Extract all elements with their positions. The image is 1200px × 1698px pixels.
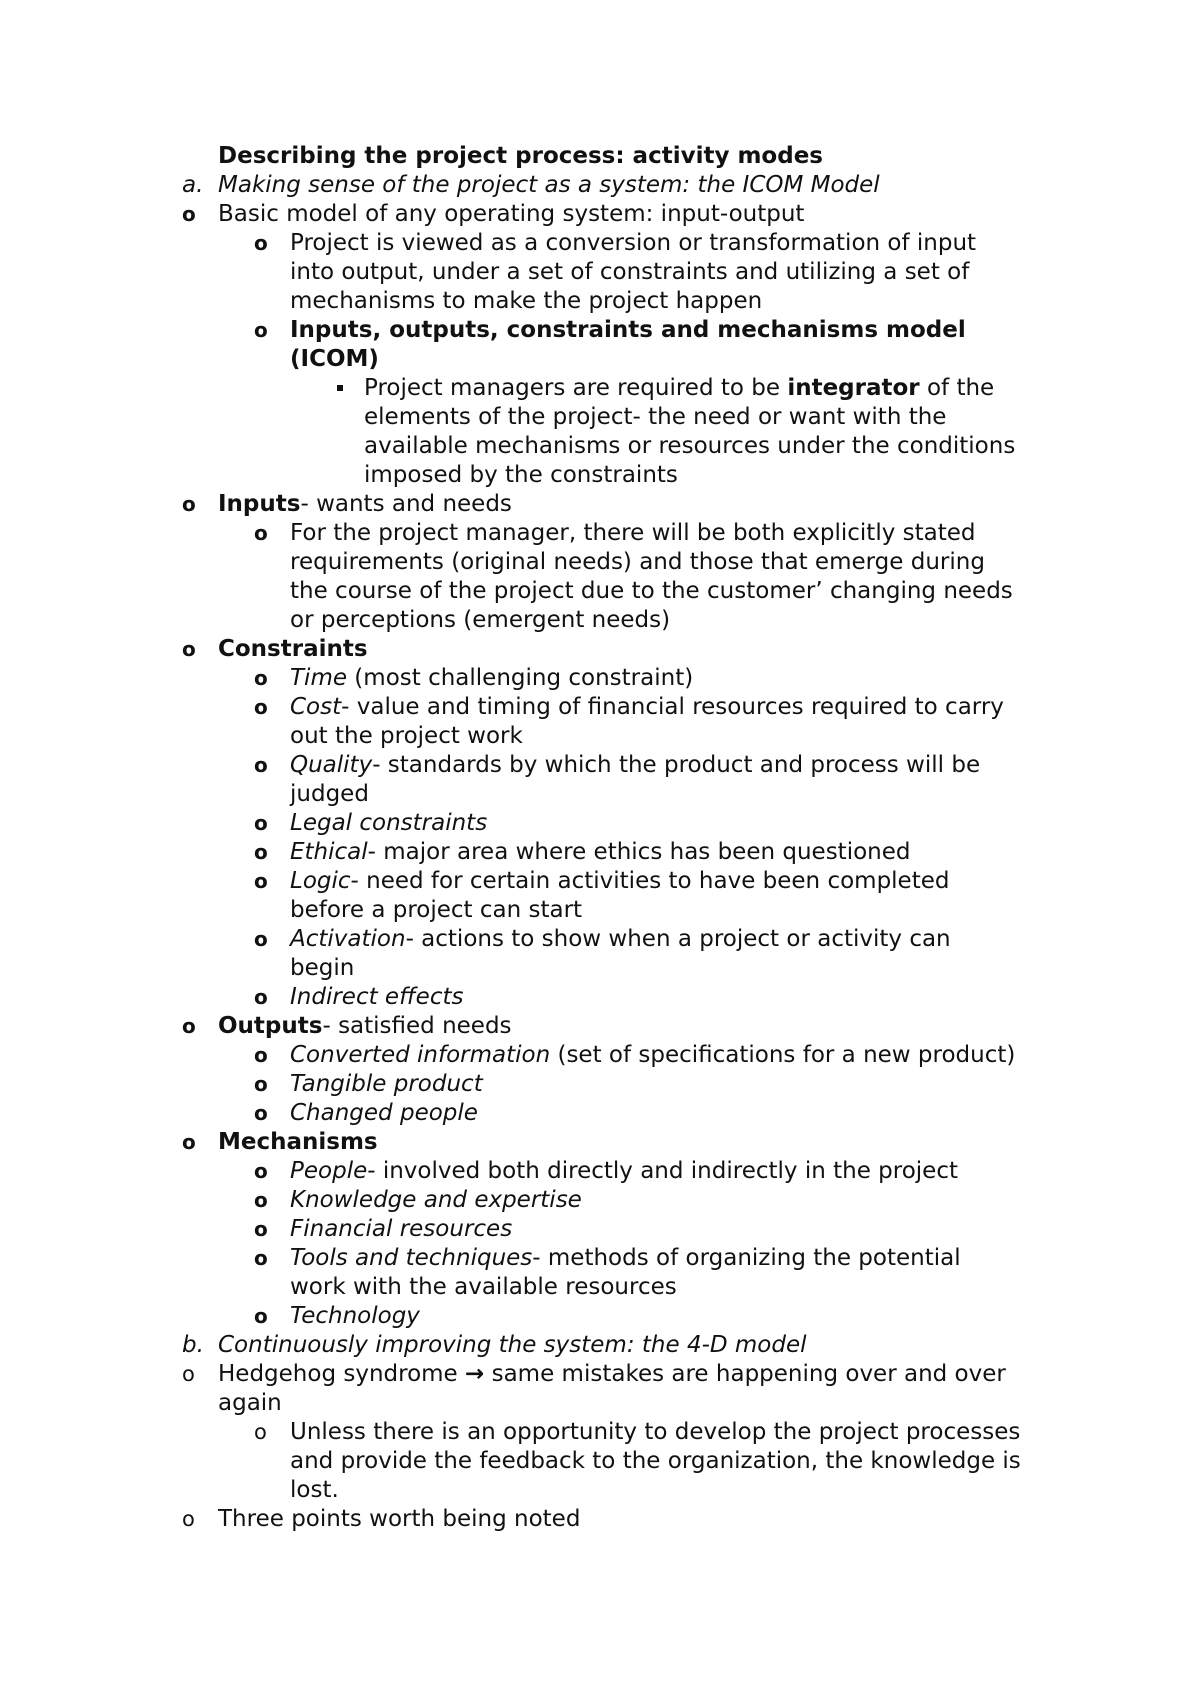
list-item: o Inputs, outputs, constraints and mechanisms model (254, 317, 966, 343)
list-item-continuation: imposed by the constraints (364, 462, 678, 488)
list-item: o Tangible product (254, 1071, 483, 1097)
bullet-marker: o (254, 1217, 268, 1241)
list-item: o Basic model of any operating system: input-output (182, 201, 805, 227)
list-item: o Outputs- satisfied needs (182, 1013, 512, 1039)
list-item: Project managers are required to be integrator of the (0, 374, 1200, 403)
list-item: o Three points worth being noted (182, 1506, 581, 1532)
list-item-continuation: judged (290, 781, 369, 807)
list-item: o Constraints (182, 636, 368, 662)
list-item-continuation: out the project work (290, 723, 523, 749)
heading-text: Describing the project process: activity modes (218, 143, 823, 169)
list-item-continuation: and provide the feedback to the organization, the knowledge is (290, 1448, 1021, 1474)
bullet-marker: o (254, 1188, 268, 1212)
list-item: o Converted information (set of specifications for a new product) (254, 1042, 1016, 1068)
bullet-marker: o (254, 1304, 268, 1328)
list-item: o Changed people (254, 1100, 478, 1126)
list-item: o Quality- standards by which the product and process will be (254, 752, 981, 778)
document-content (0, 142, 1200, 1534)
list-item: o Technology (254, 1303, 420, 1329)
bullet-marker: o (254, 695, 268, 719)
bullet-marker: o (182, 1130, 196, 1154)
list-item-continuation: lost. (290, 1477, 339, 1503)
list-item-continuation: available mechanisms or resources under the conditions (364, 433, 1016, 459)
list-item: o Activation- actions to show when a project or activity can (254, 926, 951, 952)
list-item: o Legal constraints (254, 810, 488, 836)
bullet-marker: o (254, 666, 268, 690)
bullet-marker: o (254, 1072, 268, 1096)
list-item: o Time (most challenging constraint) (254, 665, 694, 691)
section-b-text: Continuously improving the system: the 4-D model (218, 1332, 807, 1358)
list-item-continuation: begin (290, 955, 355, 981)
bullet-marker: o (254, 985, 268, 1009)
list-item: o Inputs- wants and needs (182, 491, 512, 517)
list-item: o Ethical- major area where ethics has been questioned (254, 839, 911, 865)
bullet-marker: o (254, 1420, 267, 1444)
bullet-marker: o (254, 1101, 268, 1125)
list-item: o Hedgehog syndrome → same mistakes are happening over and over (182, 1361, 1006, 1387)
document-heading (0, 142, 1200, 171)
list-item: o Project is viewed as a conversion or transformation of input (254, 230, 977, 256)
list-item: o Financial resources (254, 1216, 513, 1242)
list-item-continuation: the course of the project due to the customer’ changing needs (290, 578, 1013, 604)
list-item-continuation: before a project can start (290, 897, 583, 923)
list-item-continuation: requirements (original needs) and those that emerge during (290, 549, 985, 575)
bullet-marker: o (254, 318, 268, 342)
section-b-letter: b. (182, 1332, 204, 1358)
list-item-continuation: into output, under a set of constraints and utilizing a set of (290, 259, 970, 285)
right-arrow-icon: → (465, 1361, 485, 1387)
list-item: o Logic- need for certain activities to have been completed (254, 868, 950, 894)
square-bullet-icon (337, 385, 343, 391)
bullet-marker: o (182, 1362, 195, 1386)
list-item-continuation: elements of the project- the need or want with the (364, 404, 947, 430)
list-item-continuation: again (218, 1390, 282, 1416)
bullet-marker: o (254, 1043, 268, 1067)
bullet-marker: o (254, 1159, 268, 1183)
section-a-title (0, 171, 1200, 200)
list-item: o Cost- value and timing of financial resources required to carry (254, 694, 1004, 720)
bullet-marker: o (254, 811, 268, 835)
bullet-marker: o (182, 1014, 196, 1038)
bullet-marker: o (254, 869, 268, 893)
list-item: o Tools and techniques- methods of organizing the potential (254, 1245, 961, 1271)
list-item-continuation: mechanisms to make the project happen (290, 288, 763, 314)
bullet-marker: o (254, 521, 268, 545)
list-item: o Unless there is an opportunity to develop the project processes (254, 1419, 1021, 1445)
list-item-continuation: work with the available resources (290, 1274, 677, 1300)
section-a-letter: a. (182, 172, 204, 198)
list-item-continuation: or perceptions (emergent needs) (290, 607, 671, 633)
bullet-marker: o (254, 1246, 268, 1270)
section-b-title (0, 1331, 1200, 1360)
list-item-continuation: (ICOM) (290, 346, 379, 372)
section-a-text: Making sense of the project as a system: the ICOM Model (218, 172, 880, 198)
list-item: o Indirect effects (254, 984, 464, 1010)
bullet-marker: o (182, 1507, 195, 1531)
bullet-marker: o (254, 231, 268, 255)
bullet-marker: o (254, 753, 268, 777)
bullet-marker: o (182, 202, 196, 226)
list-item: o Knowledge and expertise (254, 1187, 582, 1213)
list-item: o Mechanisms (182, 1129, 378, 1155)
bullet-marker: o (182, 637, 196, 661)
bullet-marker: o (254, 927, 268, 951)
bullet-marker: o (254, 840, 268, 864)
list-item: o For the project manager, there will be both explicitly stated (254, 520, 976, 546)
bullet-marker: o (182, 492, 196, 516)
list-item: o People- involved both directly and indirectly in the project (254, 1158, 958, 1184)
